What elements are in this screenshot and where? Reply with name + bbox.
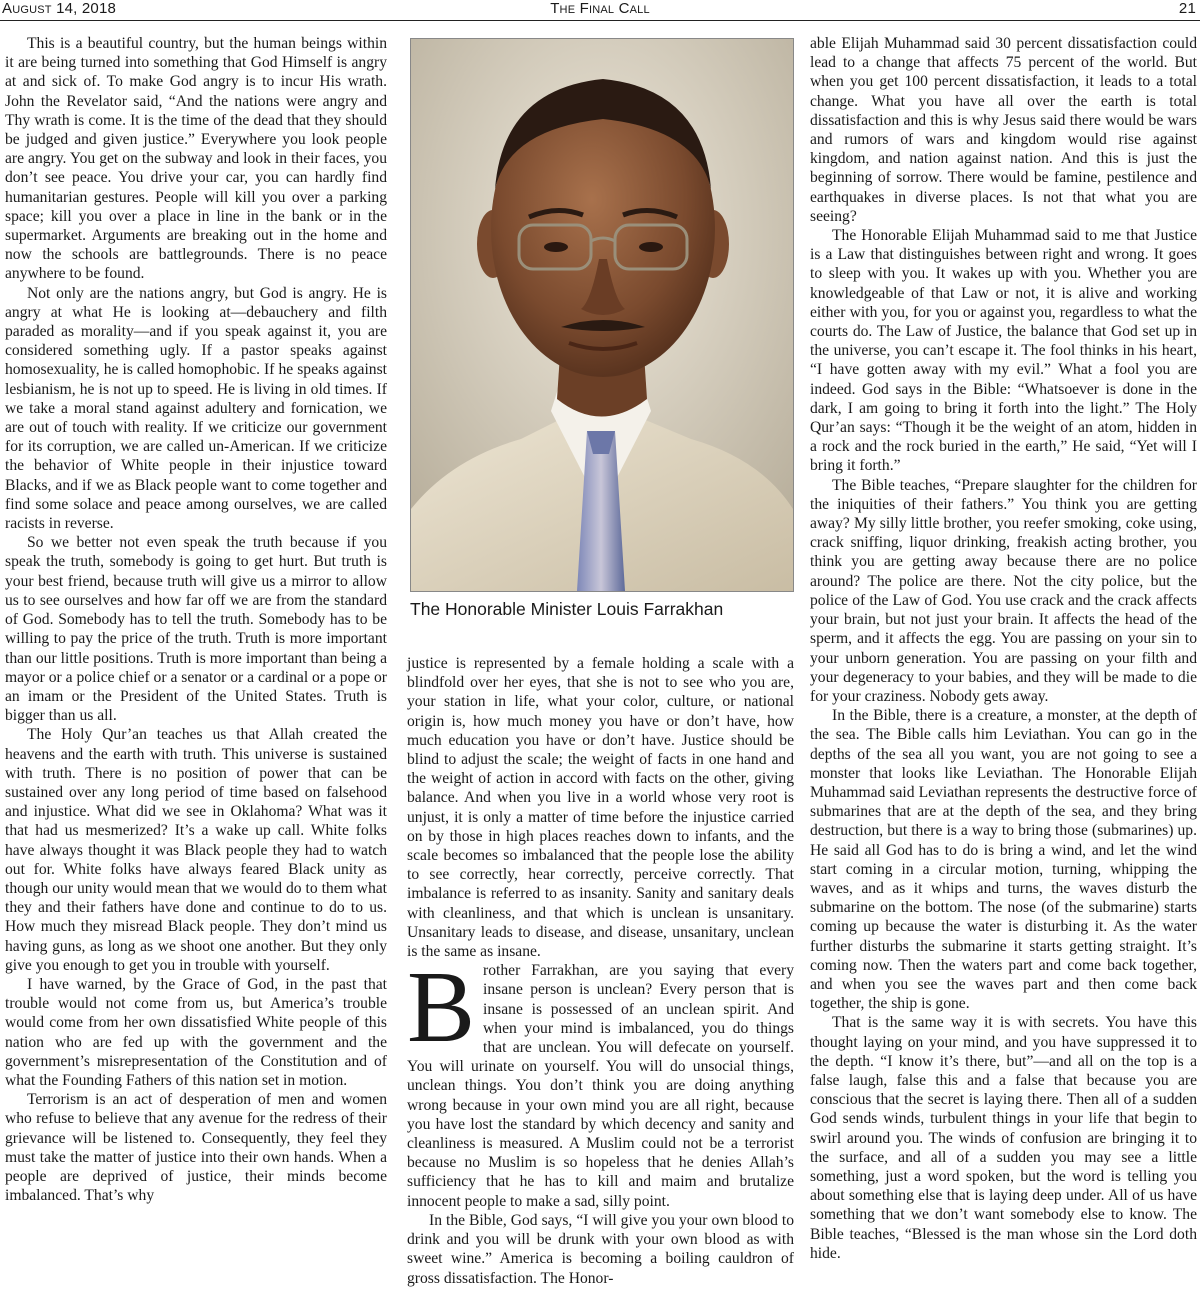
page-number: 21 (1178, 0, 1196, 17)
article-column-2 (407, 654, 794, 1288)
paragraph: The Honorable Elijah Muhammad said to me that Justice is a Law that distinguishes between right and wrong. It goes to sleep with you. It wakes up with you. Whether you are knowledgeable of that Law or not, it is alive and working either with you, for you or against you, regardless to what the courts do. The Law of Justice, the balance that God set up in the universe, you can’t escape it. The fool thinks in his heart, “I have gotten away with my evil.” What a fool you are indeed. God says in the Bible: “Whatsoever is done in the dark, I am going to bring it forth into the light.” The Holy Qur’an says: “Though it be the weight of an atom, hidden in a rock and the rock buried in the earth,” He said, “Yet will I bring it forth.” (810, 227, 1197, 475)
paragraph-text: rother Farrakhan, are you saying that every insane person is unclean? Every person that is insane is possessed of an unclean spirit. And when your mind is imbalanced, you do things that are unclean. You will defecate on yourself. You will urinate on yourself. You will do unsocial things, unclean things. You don’t think you are doing anything wrong because in your own mind you are all right, because you have lost the standard by which decency and sanity and cleanliness is measured. A Muslim could not be a terrorist because no Muslim is so hopeless that he denies Allah’s sufficiency that he has to kill and maim and brutalize innocent people to make a sad, silly point. (407, 962, 794, 1210)
photo-caption: The Honorable Minister Louis Farrakhan (410, 599, 724, 619)
portrait-illustration (411, 39, 793, 591)
paragraph: The Holy Qur’an teaches us that Allah created the heavens and the earth with truth. This universe is sustained with truth. There is no position of power that can be sustained over any long period of time based on falsehood and injustice. What did we see in Oklahoma? What was it that had us mesmerized? It’s a wake up call. White folks have always thought it was Black people they had to watch out for. White folks have always feared Black unity as though our unity would mean that we would do to them what they and their fathers have done and continue to do to us. How much they misread Black people. They don’t mind us having guns, as long as we shoot one another. But they only give you enough to get you in trouble with yourself. (5, 726, 387, 974)
portrait-photo (410, 38, 794, 592)
issue-date: August 14, 2018 (2, 0, 117, 17)
paragraph: The Bible teaches, “Prepare slaughter for the children for the iniquities of their fathers.” You think you are getting away? My silly little brother, you reefer smoking, coke using, crack sniffing, liquor drinking, freakish acting brother, you think you are getting away because there are no police around? The police are there. Not the city police, but the police of the Law of God. You use crack and the crack affects your brain, but not just your brain. It affects the head of the sperm, and it affects the egg. You are passing on your sin to your unborn generation. You are passing on your filth and your degeneracy to your babies, and they will be made to die for your craziness. Nobody gets away. (810, 476, 1197, 705)
article-column-3 (810, 34, 1197, 1263)
paragraph: Terrorism is an act of desperation of men and women who refuse to believe that any avenue for the redress of their grievance will be listened to. Consequently, they feel they must take the matter of justice into their own hands. When a people are deprived of justice, their minds become imbalanced. That’s why (5, 1091, 387, 1205)
paragraph: justice is represented by a female holding a scale with a blindfold over her eyes, that she is not to see who you are, your station in life, what your color, culture, or national origin is, how much money you have or don’t have, how much education you have or don’t have. Justice should be blind to adjust the scale; the weight of facts in one hand and the weight of action in accord with facts on the other, giving balance. And when you live in a world whose very root is unjust, it is only a matter of time before the injustice carried on by those in high places reaches down to infants, and the scale becomes so imbalanced that the people lose the ability to see correctly, hear correctly, perceive correctly. That imbalance is referred to as insanity. Sanity and sanitary deals with cleanliness, and that which is unclean is unsanitary. Unsanitary leads to disease, and disease, unsanitary, unclean is the same as insane. (407, 655, 794, 961)
publication-name: The Final Call (550, 0, 650, 17)
paragraph: In the Bible, God says, “I will give you your own blood to drink and you will be drunk with your own blood as with sweet wine.” America is becoming a boiling cauldron of gross dissatisfaction. The Honor- (407, 1211, 794, 1287)
page-header (0, 0, 1200, 21)
paragraph: That is the same way it is with secrets. You have this thought laying on your mind, and you have suppressed it to the depth. “I know it’s there, but”—and all on the top is a false laugh, false this and a false that because you are conscious that the secret is laying there. Then all of a sudden God sends winds, turbulent things in your life that begin to swirl around you. The winds of confusion are bringing it to the surface, and all of a sudden you may see a little something, just a word spoken, but the word is telling you about something else that is laying deep under. All of us have something that we don’t want somebody else to know. The Bible teaches, “Blessed is the man whose sin the Lord doth hide. (810, 1014, 1197, 1262)
paragraph: I have warned, by the Grace of God, in the past that trouble would not come from us, but America’s trouble would come from her own dissatisfied White people of this nation who are fed up with the government and the government’s misrepresentation of the Constitution and of what the Founding Fathers of this nation set in motion. (5, 975, 387, 1089)
paragraph: Not only are the nations angry, but God is angry. He is angry at what He is looking at—debauchery and filth paraded as morality—and if you speak against it, you are considered something ugly. If a pastor speaks against homosexuality, he is called homophobic. If he speaks against lesbianism, he is not up to speed. He is living in old times. If we take a moral stand against adultery and fornication, we are out of touch with reality. If we criticize our government for its corruption, we are called un-American. If we criticize the behavior of White people in their injustice toward Blacks, and if we as Black people want to come together and find some solace and peace among ourselves, we are called racists in reverse. (5, 284, 387, 533)
drop-cap: B (407, 951, 476, 1065)
paragraph: able Elijah Muhammad said 30 percent dissatisfaction could lead to a change that affects 75 percent of the world. But when you get 100 percent dissatisfaction, it leads to a total change. What you have all over the earth is total dissatisfaction and this is why Jesus said there would be wars and rumors of wars and kingdom would rise against kingdom, and nation against nation. And this is just the beginning of sorrow. There would be famine, pestilence and earthquakes in diverse places. Is not that what you are seeing? (810, 35, 1197, 225)
article-column-1 (5, 34, 387, 1205)
paragraph: So we better not even speak the truth because if you speak the truth, somebody is going to get hurt. But truth is your best friend, because truth will give us a mirror to allow us to see ourselves and how far off we are from the standard of God. Somebody has to tell the truth. Somebody has to be willing to pay the price of the truth. Truth is more important than our little positions. Truth is more important than being a mayor or a police chief or a senator or a cardinal or a pope or an imam or the President of the United States. Truth is bigger than us all. (5, 534, 387, 725)
paragraph: In the Bible, there is a creature, a monster, at the depth of the sea. The Bible calls him Leviathan. You can go in the depths of the sea all you want, you are not going to see a monster that looks like Leviathan. The Honorable Elijah Muhammad said Leviathan represents the destructive force of submarines that are at the depth of the sea, and they bring destruction, but there is a way to bring those (submarines) up. He said all God has to do is bring a wind, and let the wind start coming in a circular motion, turning, whipping the waves, and as it whips and turns, the waves disturb the submarine on the bottom. The nose (of the submarine) starts coming up because the water is disturbing it. As the water further disturbs the submarine it starts getting straight. It’s coming now. Then the waters part and come back together, and when you see the waves part and then come back together, the ship is gone. (810, 707, 1197, 1013)
paragraph: This is a beautiful country, but the human beings within it are being turned into something that God Himself is angry at and sick of. To make God angry is to incur His wrath. John the Revelator said, “And the nations were angry and Thy wrath is come. It is the time of the dead that they should be judged and given justice.” Everywhere you look people are angry. You get on the subway and look in their faces, you don’t see peace. You drive your car, you can hardly find humanitarian gestures. People will kill you over a parking space; kill you over a place in line in the bank or in the supermarket. Arguments are breaking out in the home and now the schools are battlegrounds. There is no peace anywhere to be found. (5, 35, 387, 283)
paragraph-with-dropcap (407, 951, 794, 1211)
